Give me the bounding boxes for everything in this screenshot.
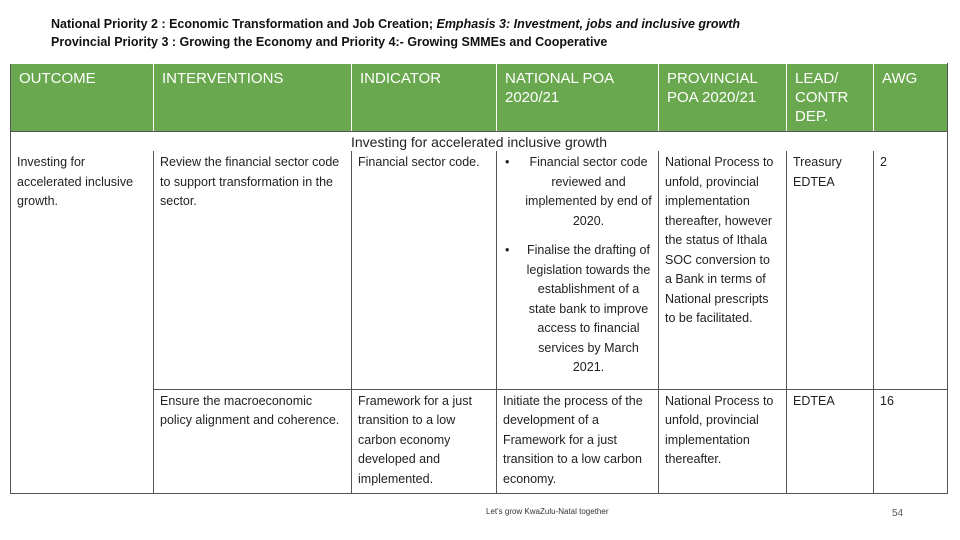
table-header-row: [11, 64, 948, 132]
table-row: [11, 151, 948, 389]
cell-awg: 2: [874, 151, 948, 389]
cell-indicator: Financial sector code.: [352, 151, 497, 389]
header-interventions: INTERVENTIONS: [154, 64, 352, 132]
priority-table: [10, 63, 948, 494]
cell-outcome: Investing for accelerated inclusive growth.: [11, 151, 154, 493]
table-band-row: [11, 132, 948, 152]
national-poa-list: [503, 153, 652, 378]
header-indicator: INDICATOR: [352, 64, 497, 132]
cell-lead-dep: Treasury EDTEA: [787, 151, 874, 389]
cell-intervention: Ensure the macroeconomic policy alignment and coherence.: [154, 389, 352, 493]
header-lead-dep: LEAD/ CONTR DEP.: [787, 64, 874, 132]
header-awg: AWG: [874, 64, 948, 132]
cell-indicator: Framework for a just transition to a low carbon economy developed and implemented.: [352, 389, 497, 493]
heading-line-1-prefix: National Priority 2 : Economic Transformation and Job Creation;: [51, 17, 437, 31]
list-item: • Finalise the drafting of legislation towards the establishment of a state bank to improve access to financial services by March 2021.: [503, 241, 652, 378]
cell-provincial-poa: National Process to unfold, provincial implementation thereafter, however the status of Ithala SOC conversion to a Bank in terms of National prescripts to be facilitated.: [659, 151, 787, 389]
slide-heading: [51, 15, 740, 51]
list-item: • Financial sector code reviewed and implemented by end of 2020.: [503, 153, 652, 231]
heading-line-1-emphasis: Emphasis 3: Investment, jobs and inclusive growth: [436, 17, 741, 31]
cell-intervention: Review the financial sector code to support transformation in the sector.: [154, 151, 352, 389]
header-provincial-poa: PROVINCIAL POA 2020/21: [659, 64, 787, 132]
cell-provincial-poa: National Process to unfold, provincial implementation thereafter.: [659, 389, 787, 493]
header-national-poa: NATIONAL POA 2020/21: [497, 64, 659, 132]
band-label: Investing for accelerated inclusive growth: [11, 132, 948, 152]
page-number: 54: [892, 508, 904, 519]
cell-national-poa: Initiate the process of the development of a Framework for a just transition to a low carbon economy.: [497, 389, 659, 493]
header-outcome: OUTCOME: [11, 64, 154, 132]
cell-lead-dep: EDTEA: [787, 389, 874, 493]
heading-line-2: Provincial Priority 3 : Growing the Economy and Priority 4:- Growing SMMEs and Cooperative: [51, 35, 608, 49]
cell-awg: 16: [874, 389, 948, 493]
footer-tagline: Let's grow KwaZulu-Natal together: [486, 507, 609, 516]
heading-line-1: [51, 15, 740, 33]
cell-national-poa: [497, 151, 659, 389]
